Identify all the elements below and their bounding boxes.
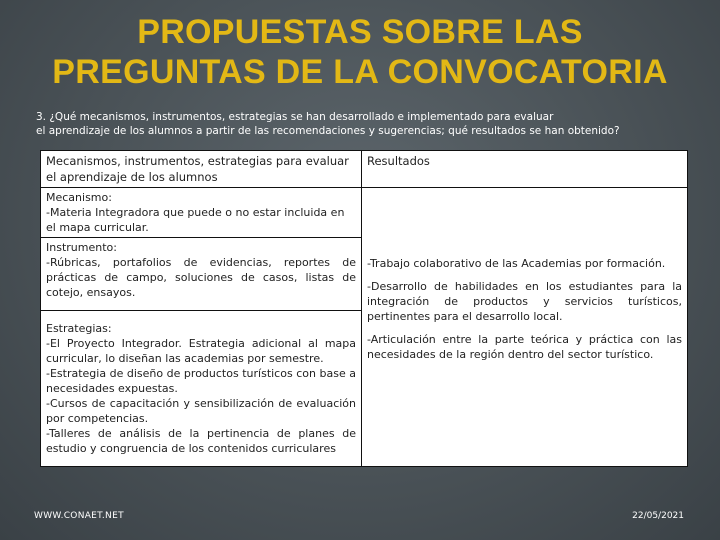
resultado-item: -Desarrollo de habilidades en los estudiantes para la integración de productos y servicios turísticos, pertinentes para el desarrollo local.	[367, 280, 682, 323]
instrumento-text: -Rúbricas, portafolios de evidencias, reportes de prácticas de campo, soluciones de casos, listas de cotejo, ensayos.	[46, 256, 356, 299]
estrategia-item: -El Proyecto Integrador. Estrategia adicional al mapa curricular, lo diseñan las academias por semestre.	[46, 337, 356, 365]
footer-website: WWW.CONAET.NET	[34, 511, 124, 521]
question-line-1: 3. ¿Qué mecanismos, instrumentos, estrategias se han desarrollado e implementado para evaluar	[36, 111, 554, 123]
resultado-item: -Articulación entre la parte teórica y práctica con las necesidades de la región dentro del sector turístico.	[367, 333, 682, 361]
instrumento-title: Instrumento:	[46, 241, 117, 254]
estrategias-cell	[41, 311, 362, 467]
estrategia-item: -Estrategia de diseño de productos turísticos con base a necesidades expuestas.	[46, 367, 356, 395]
table-row-mecanismo	[41, 188, 688, 238]
resultado-item: -Trabajo colaborativo de las Academias por formación.	[367, 257, 666, 270]
header-left-cell: Mecanismos, instrumentos, estrategias para evaluar el aprendizaje de los alumnos	[41, 151, 362, 188]
title-line-2: PREGUNTAS DE LA CONVOCATORIA	[52, 53, 668, 91]
resultados-cell	[362, 188, 688, 467]
mecanismo-text: -Materia Integradora que puede o no estar incluida en el mapa curricular.	[46, 206, 345, 234]
footer-date: 22/05/2021	[632, 511, 684, 521]
mecanismo-title: Mecanismo:	[46, 191, 112, 204]
slide-title	[0, 12, 720, 92]
header-right-cell: Resultados	[362, 151, 688, 188]
estrategia-item: -Talleres de análisis de la pertinencia de planes de estudio y congruencia de los contenidos curriculares	[46, 427, 356, 455]
question-line-2: el aprendizaje de los alumnos a partir de las recomendaciones y sugerencias; qué resultados se han obtenido?	[36, 125, 620, 137]
mecanismo-cell	[41, 188, 362, 238]
table-header-row	[41, 151, 688, 188]
content-table	[40, 150, 688, 467]
estrategia-item: -Cursos de capacitación y sensibilización de evaluación por competencias.	[46, 397, 356, 425]
estrategias-title: Estrategias:	[46, 322, 112, 335]
title-line-1: PROPUESTAS SOBRE LAS	[137, 13, 583, 51]
question-text	[36, 110, 706, 138]
instrumento-cell	[41, 238, 362, 311]
